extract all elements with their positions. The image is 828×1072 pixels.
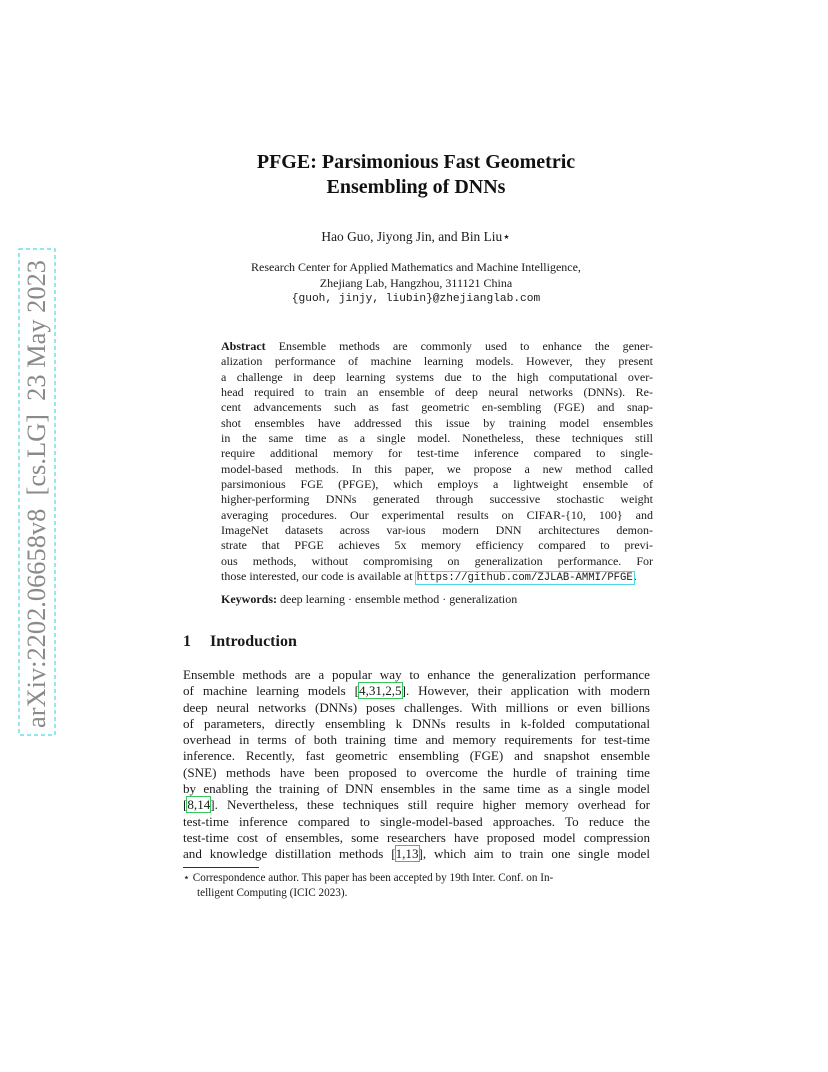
code-repo-link[interactable]: https://github.com/ZJLAB-AMMI/PFGE [416, 572, 633, 585]
abstract-line: ous methods, without compromising on generalization performance. For [221, 553, 653, 568]
section-heading [183, 632, 653, 652]
footnote-line-1: ⋆ Correspondence author. This paper has been accepted by 19th Inter. Conf. on In- [183, 872, 554, 884]
abstract-line: require additional memory for test-time inference compared to single- [221, 446, 653, 461]
abstract-line: strate that PFGE achieves 5x memory efficiency compared to previ- [221, 538, 653, 553]
footnote-rule [183, 867, 259, 868]
abstract-line: head required to train an ensemble of deep neural networks (DNNs). Re- [221, 385, 653, 400]
body-line: test-time cost of ensembles, some researchers have proposed model compression [183, 829, 650, 845]
body-line: deep neural networks (DNNs) poses challenges. With millions or even billions [183, 699, 650, 715]
keywords [221, 592, 653, 607]
abstract-label: Abstract [221, 339, 266, 353]
abstract-line: higher-performing DNNs generated through successive stochastic weight [221, 492, 653, 507]
abstract-line: in the same time as a single model. Nonetheless, these techniques still [221, 431, 653, 446]
citation-link[interactable]: 1,13 [395, 846, 419, 862]
arxiv-stamp-text: arXiv:2202.06658v8 [cs.LG] 23 May 2023 [22, 267, 51, 728]
section-number: 1 [183, 633, 191, 650]
abstract [221, 339, 653, 587]
authors: Hao Guo, Jiyong Jin, and Bin Liu⋆ [321, 229, 511, 244]
abstract-line: alization performance of machine learning models. However, they present [221, 354, 653, 369]
abstract-line: model-based methods. In this paper, we propose a new method called [221, 461, 653, 476]
title-line-2: Ensembling of DNNs [326, 176, 506, 198]
citation-link[interactable]: 8,14 [187, 797, 211, 813]
section-title: Introduction [210, 633, 297, 650]
body-line: by enabling the training of DNN ensembles in the same time as a single model [183, 781, 650, 797]
abstract-line: shot ensembles have addressed this issue by training model ensembles [221, 415, 653, 430]
abstract-line: parsimonious FGE (PFGE), which employs a lightweight ensemble of [221, 477, 653, 492]
affiliation-line-1: Research Center for Applied Mathematics and Machine Intelligence, [251, 260, 581, 274]
body-line: Ensemble methods are a popular way to enhance the generalization performance [183, 667, 650, 682]
body-line: inference. Recently, fast geometric ensembling (FGE) and snapshot ensemble [183, 748, 650, 764]
abstract-line: Abstract Ensemble methods are commonly used to enhance the gener- [221, 339, 653, 353]
title-line-1: PFGE: Parsimonious Fast Geometric [256, 151, 576, 173]
affiliation [150, 259, 682, 307]
body-line: test-time inference compared to single-model-based approaches. To reduce the [183, 813, 650, 829]
abstract-line: cent advancements such as fast geometric en-sembling (FGE) and snap- [221, 400, 653, 415]
abstract-line: averaging procedures. Our experimental results on CIFAR-{10, 100} and [221, 507, 653, 522]
paper-title [150, 150, 682, 200]
abstract-line: a challenge in deep learning systems due to the high computational over- [221, 369, 653, 384]
abstract-line: ImageNet datasets across var-ious modern DNN architectures demon- [221, 523, 653, 538]
body-line: of machine learning models [4,31,2,5]. However, their application with modern [183, 683, 651, 699]
keywords-label: Keywords: [221, 592, 277, 606]
footnote [183, 871, 650, 900]
footnote-line-2: telligent Computing (ICIC 2023). [197, 886, 348, 899]
author-emails: {guoh, jinjy, liubin}@zhejianglab.com [291, 293, 541, 305]
body-line: and knowledge distillation methods [1,13], which aim to train one single model [183, 846, 650, 862]
body-line: [8,14]. Nevertheless, these techniques still require higher memory overhead for [183, 797, 650, 813]
keywords-text: deep learning · ensemble method · generalization [277, 592, 518, 606]
body-line: of parameters, directly ensembling k DNNs results in k-folded computational [183, 715, 650, 731]
body-line: overhead in terms of both training time and memory requirements for test-time [183, 732, 650, 748]
introduction-body [183, 667, 650, 863]
arxiv-stamp[interactable] [18, 248, 56, 736]
body-line: (SNE) methods have been proposed to overcome the hurdle of training time [183, 764, 650, 780]
affiliation-line-2: Zhejiang Lab, Hangzhou, 311121 China [319, 276, 513, 290]
citation-link[interactable]: 4,31,2,5 [359, 683, 402, 699]
abstract-line: those interested, our code is available at https://github.com/ZJLAB-AMMI/PFGE. [221, 569, 637, 585]
